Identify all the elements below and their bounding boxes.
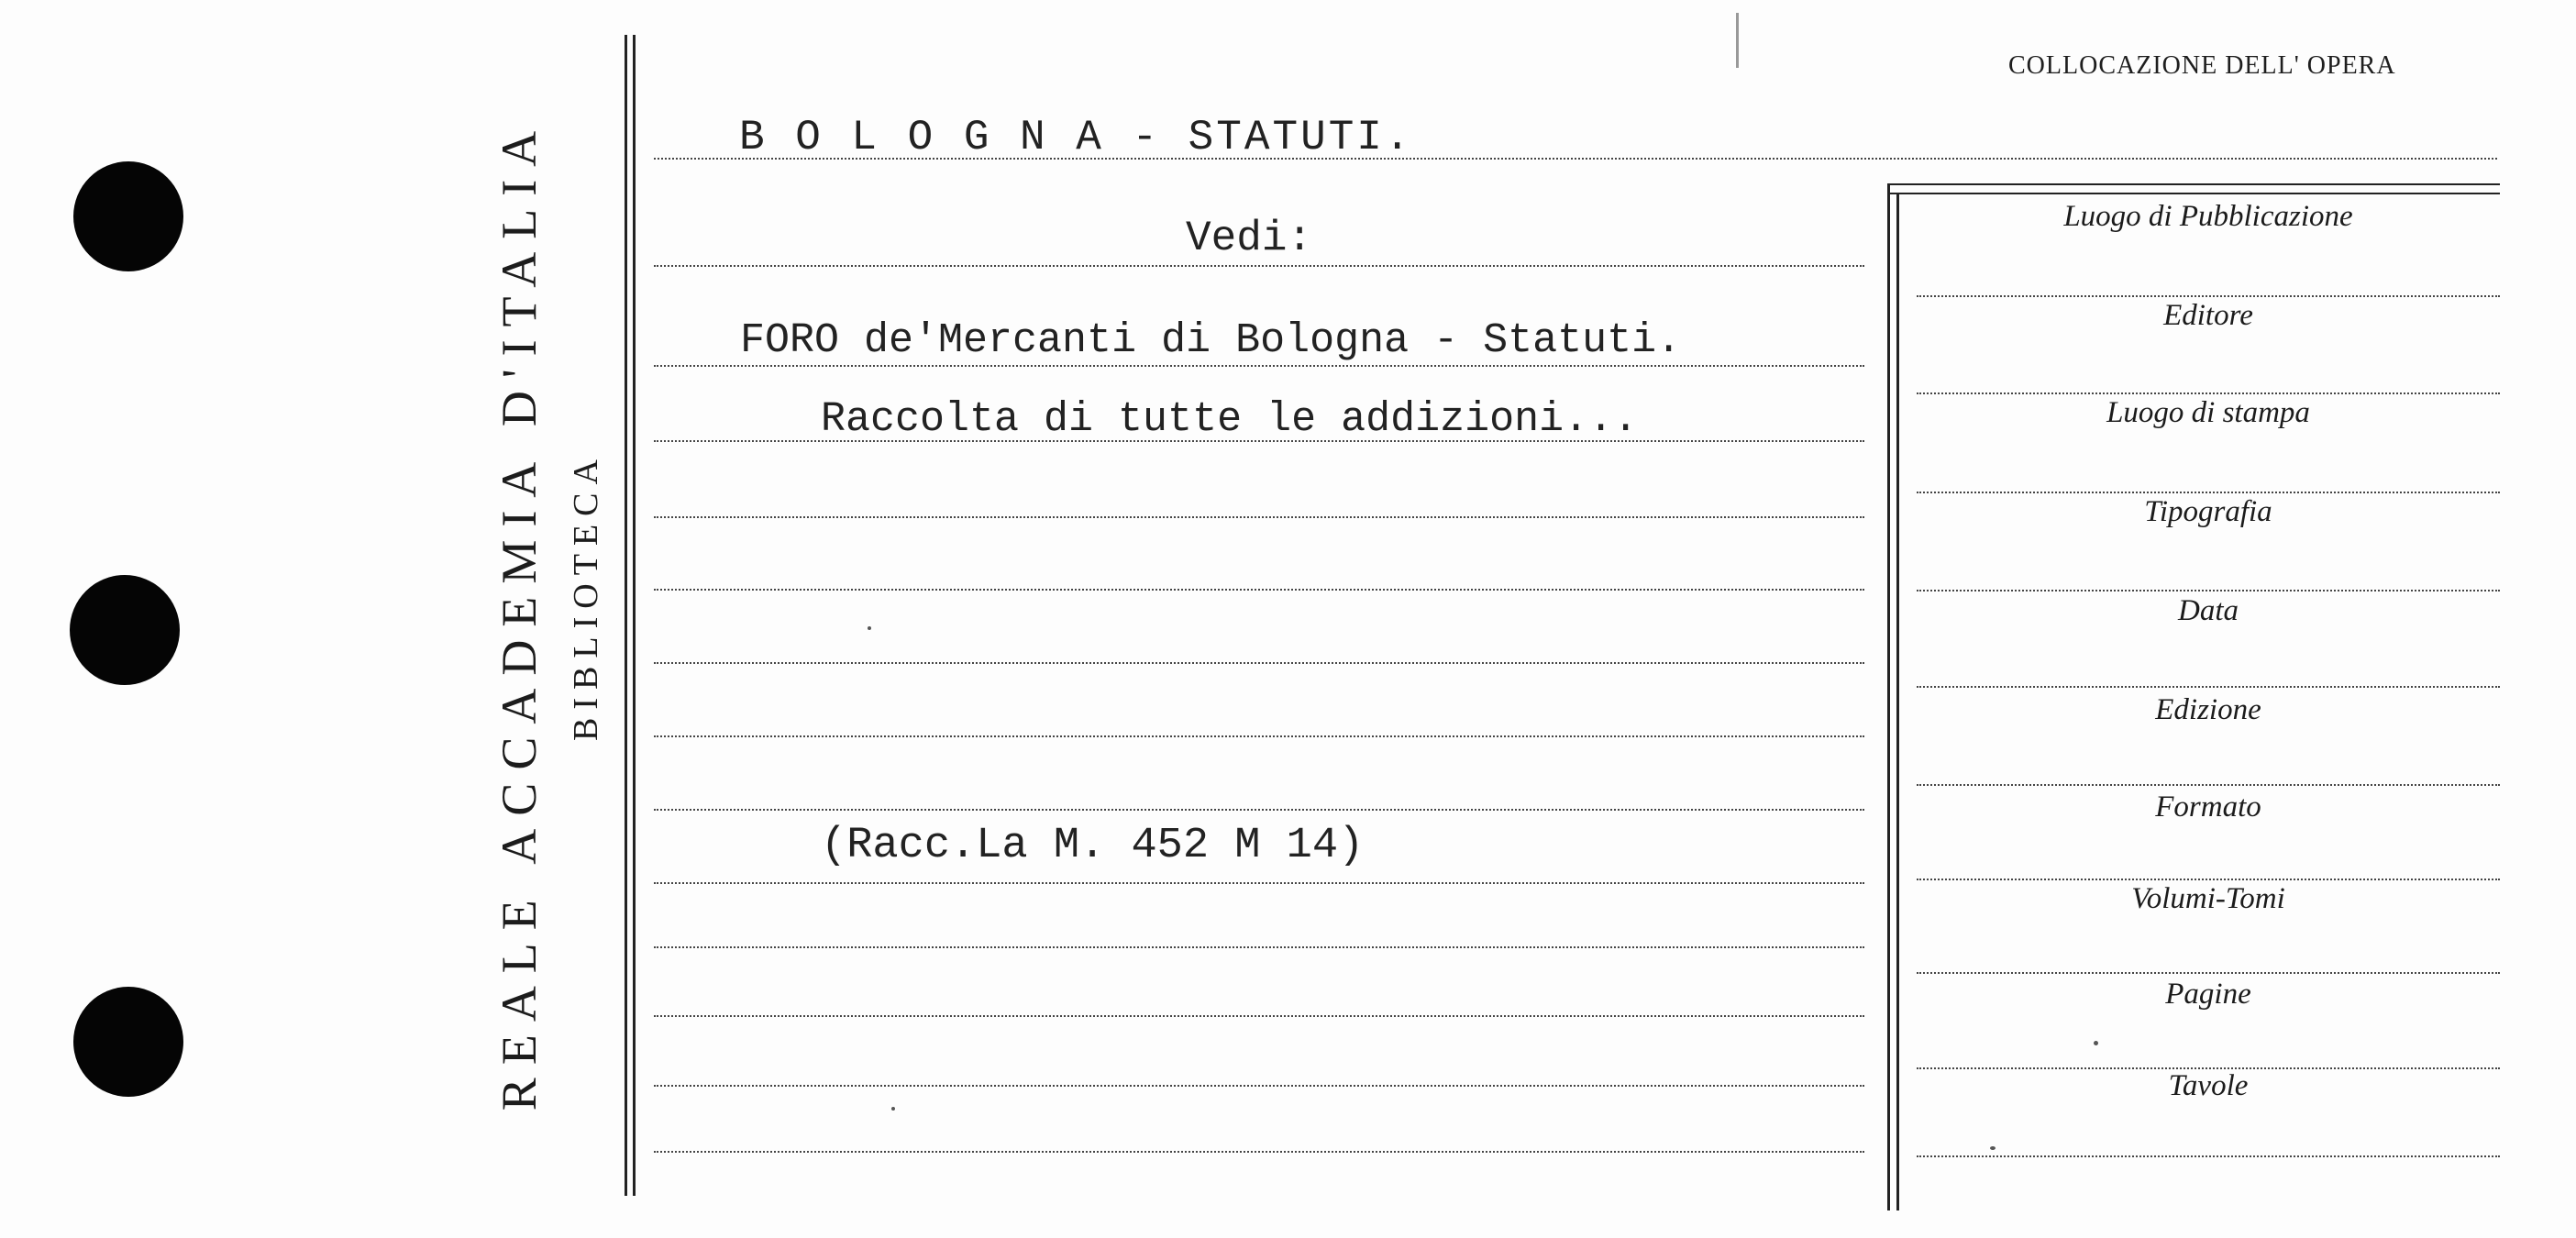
left-rule-inner bbox=[633, 35, 636, 1196]
reference-line-2: Raccolta di tutte le addizioni... bbox=[821, 396, 1639, 443]
field-line bbox=[1917, 392, 2500, 394]
field-label-tipografia: Tipografia bbox=[2144, 495, 2272, 528]
institution-name: REALE ACCADEMIA D'ITALIA bbox=[492, 117, 547, 1111]
reference-line-1: FORO de'Mercanti di Bologna - Statuti. bbox=[740, 317, 1682, 364]
field-label-edizione: Edizione bbox=[2155, 693, 2261, 726]
writing-line bbox=[654, 516, 1864, 518]
panel-left-rule-outer bbox=[1887, 183, 1890, 1210]
field-line bbox=[1917, 492, 2500, 493]
department-name: BIBLIOTECA bbox=[567, 451, 605, 741]
scan-speck bbox=[1990, 1146, 1996, 1150]
punch-hole-middle bbox=[70, 575, 180, 685]
panel-top-rule bbox=[1887, 183, 2500, 185]
writing-line bbox=[654, 662, 1864, 664]
scan-speck bbox=[891, 1107, 895, 1111]
field-line bbox=[1917, 784, 2500, 786]
field-label-volumi-tomi: Volumi-Tomi bbox=[2131, 882, 2285, 915]
writing-line bbox=[654, 158, 2497, 160]
left-rule-outer bbox=[625, 35, 627, 1196]
writing-line bbox=[654, 440, 1864, 442]
field-label-tavole: Tavole bbox=[2168, 1069, 2249, 1102]
field-label-luogo-pubblicazione: Luogo di Pubblicazione bbox=[2063, 200, 2353, 233]
collocazione-label: COLLOCAZIONE DELL' OPERA bbox=[2008, 51, 2396, 80]
shelfmark: (Racc.La M. 452 M 14) bbox=[821, 822, 1365, 870]
writing-line bbox=[654, 265, 1864, 267]
writing-line bbox=[654, 946, 1864, 948]
field-label-pagine: Pagine bbox=[2165, 978, 2251, 1011]
field-line bbox=[1917, 590, 2500, 591]
field-line bbox=[1917, 972, 2500, 974]
field-line bbox=[1917, 295, 2500, 297]
writing-line bbox=[654, 1151, 1864, 1153]
panel-left-rule-inner bbox=[1896, 193, 1899, 1210]
see-label: Vedi: bbox=[1186, 215, 1313, 262]
field-label-data: Data bbox=[2178, 594, 2239, 627]
writing-line bbox=[654, 1085, 1864, 1087]
scan-speck bbox=[868, 626, 871, 630]
writing-line bbox=[654, 882, 1864, 884]
writing-line bbox=[654, 365, 1864, 367]
panel-top-rule-inner bbox=[1887, 193, 2500, 194]
entry-heading: B O L O G N A - STATUTI. bbox=[739, 114, 1413, 161]
punch-hole-top bbox=[73, 161, 183, 271]
field-line bbox=[1917, 1155, 2500, 1157]
field-label-formato: Formato bbox=[2155, 790, 2261, 823]
writing-line bbox=[654, 1015, 1864, 1017]
field-line bbox=[1917, 686, 2500, 688]
writing-line bbox=[654, 589, 1864, 591]
writing-line bbox=[654, 735, 1864, 737]
field-label-luogo-stampa: Luogo di stampa bbox=[2106, 396, 2310, 429]
scan-speck bbox=[2094, 1041, 2098, 1045]
punch-hole-bottom bbox=[73, 987, 183, 1097]
scan-speck bbox=[1736, 13, 1739, 68]
writing-line bbox=[654, 809, 1864, 811]
field-label-editore: Editore bbox=[2163, 299, 2253, 332]
field-line bbox=[1917, 879, 2500, 880]
